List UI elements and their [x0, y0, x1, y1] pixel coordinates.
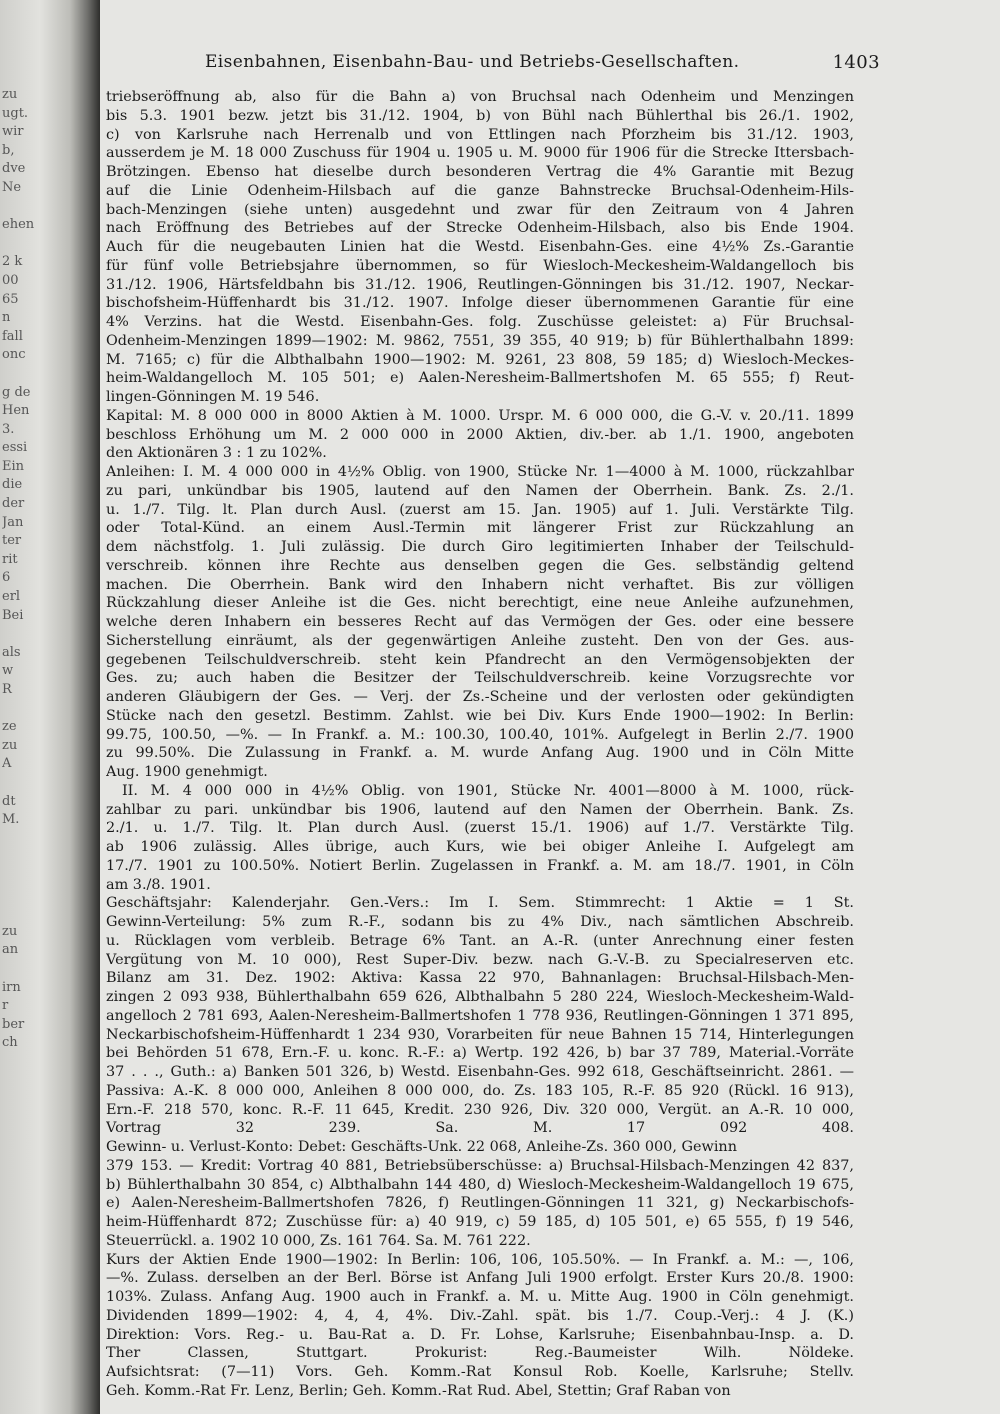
text-line: bis 5.3. 1901 bezw. jetzt bis 31./12. 1904, b) von Bühl nach Bühlerthal bis 26./1. 1902, — [106, 107, 854, 124]
text-line: bach-Menzingen (siehe unten) ausgedehnt und zwar für den Zeitraum von 4 Jahren — [106, 201, 854, 218]
text-line: Bilanz am 31. Dez. 1902: Aktiva: Kassa 22 970, Bahnanlagen: Bruchsal-Hilsbach-Men- — [106, 970, 854, 987]
text-line: 103%. Zulass. Anfang Aug. 1900 auch in Frankf. a. M. u. Mitte Aug. 1900 in Cöln genehmigt. — [106, 1289, 854, 1305]
text-line: Odenheim-Menzingen 1899—1902: M. 9862, 7551, 39 355, 40 919; b) für Bühlerthalbahn 1899: — [106, 332, 854, 349]
text-line: machen. Die Oberrhein. Bank wird den Inhabern nicht verhaftet. Bis zur völligen — [106, 576, 854, 593]
text-line: —%. Zulass. derselben an der Berl. Börse ist Anfang Juli 1900 erfolgt. Erster Kurs 20./8. 1900: — [106, 1270, 854, 1287]
text-line: welche deren Inhabern ein besseres Recht auf das Vermögen der Ges. oder eine bessere — [106, 614, 854, 630]
text-line: verschreib. können ihre Rechte aus denselben gegen die Ges. selbständig geltend — [106, 557, 854, 574]
text-line: Passiva: A.-K. 8 000 000, Anleihen 8 000 000, do. Zs. 183 105, R.-F. 85 920 (Rückl. 16 913), — [106, 1082, 854, 1099]
text-line: Aug. 1900 genehmigt. — [106, 764, 268, 780]
text-line: triebseröffnung ab, also für die Bahn a) von Bruchsal nach Odenheim und Menzingen — [106, 89, 854, 105]
text-line: 31./12. 1906, Härtsfeldbahn bis 31./12. 1906, Reutlingen-Gönningen bis 31./12. 1907, Neckar- — [106, 276, 854, 293]
text-line: Neckarbischofsheim-Hüffenhardt 1 234 930, Vorarbeiten für neue Bahnen 15 714, Hinterlegungen — [106, 1026, 854, 1043]
text-line: c) von Karlsruhe nach Herrenalb und von Ettlingen nach Pforzheim bis 31./12. 1903, — [106, 126, 854, 143]
text-line: 37 . . ., Guth.: a) Banken 501 326, b) Westd. Eisenbahn-Ges. 992 618, Geschäftseinricht. 2861. — — [106, 1064, 854, 1080]
text-line: u. Rücklagen vom verbleib. Betrage 6% Tant. an A.-R. (unter Anrechnung einer festen — [106, 932, 854, 949]
text-line: zu 99.50%. Die Zulassung in Frankf. a. M. wurde Anfang Aug. 1900 und in Cöln Mitte — [106, 745, 854, 762]
text-line: anderen Gläubigern der Ges. — Verj. der Zs.-Scheine und der verlosten oder gekündigten — [106, 689, 854, 705]
text-line: Stücke nach den gesetzl. Bestimm. Zahlst. wie bei Div. Kurs Ende 1900—1902: In Berlin: — [106, 707, 854, 724]
text-line: gegebenen Teilschuldverschreib. steht kein Pfandrecht an den Vermögensobjekten der — [106, 651, 854, 668]
text-line: Auch für die neugebauten Linien hat die Westd. Eisenbahn-Ges. eine 4½% Zs.-Garantie — [106, 239, 854, 255]
text-line: Rückzahlung dieser Anleihe ist die Ges. nicht berechtigt, eine neue Anleihe aufzunehmen, — [106, 595, 854, 612]
text-line: bei Behörden 51 678, Ern.-F. u. konc. R.-F.: a) Wertp. 192 426, b) bar 37 789, Material.-Vorräte — [106, 1045, 854, 1062]
text-line: Geschäftsjahr: Kalenderjahr. Gen.-Vers.: Im I. Sem. Stimmrecht: 1 Aktie = 1 St. — [106, 895, 854, 912]
text-line: Brötzingen. Ebenso hat dieselbe durch besonderen Vertrag die 4% Garantie mit Bezug — [106, 164, 854, 180]
text-line: heim-Hüffenhardt 872; Zuschüsse für: a) 40 919, c) 59 185, d) 105 501, e) 65 555, f) 19 546, — [106, 1214, 854, 1230]
text-line: Dividenden 1899—1902: 4, 4, 4, 4%. Div.-Zahl. spät. bis 1./7. Coup.-Verj.: 4 J. (K.) — [106, 1307, 854, 1324]
running-title: Eisenbahnen, Eisenbahn-Bau- und Betriebs-Gesellschaften. — [205, 52, 740, 72]
text-line: Vergütung von M. 10 000), Rest Super-Div. bezw. nach G.-V.-B. zu Specialreserven etc. — [106, 951, 854, 968]
body-text — [106, 88, 854, 1401]
text-line: 99.75, 100.50, —%. — In Frankf. a. M.: 100.30, 100.40, 101%. Aufgelegt in Berlin 2./7. 1900 — [106, 726, 854, 743]
text-line: M. 7165; c) für die Albthalbahn 1900—1902: M. 9261, 23 808, 59 185; d) Wiesloch-Meckes- — [106, 351, 854, 368]
text-line: Geh. Komm.-Rat Fr. Lenz, Berlin; Geh. Komm.-Rat Rud. Abel, Stettin; Graf Raban von — [106, 1382, 731, 1399]
text-line: Direktion: Vors. Reg.- u. Bau-Rat a. D. Fr. Lohse, Karlsruhe; Eisenbahnbau-Insp. a. D. — [106, 1326, 854, 1343]
text-line: zahlbar zu pari. unkündbar bis 1906, lautend auf den Namen der Oberrhein. Bank. Zs. — [106, 801, 854, 818]
text-line: Gewinn- u. Verlust-Konto: Debet: Geschäfts-Unk. 22 068, Anleihe-Zs. 360 000, Gewinn — [106, 1139, 737, 1155]
text-line: lingen-Gönningen M. 19 546. — [106, 389, 320, 405]
text-line: zingen 2 093 938, Bühlerthalbahn 659 626, Albthalbahn 5 280 224, Wiesloch-Meckesheim-Wald- — [106, 989, 854, 1005]
text-line: Kapital: M. 8 000 000 in 8000 Aktien à M. 1000. Urspr. M. 6 000 000, die G.-V. v. 20./11. 1899 — [106, 407, 854, 424]
page-number: 1403 — [832, 52, 880, 73]
text-line: zu pari, unkündbar bis 1905, lautend auf den Namen der Oberrhein. Bank. Zs. 2./1. — [106, 482, 854, 499]
text-line: auf die Linie Odenheim-Hilsbach auf die ganze Bahnstrecke Bruchsal-Odenheim-Hils- — [106, 182, 854, 199]
text-line: Aufsichtsrat: (7—11) Vors. Geh. Komm.-Rat Konsul Rob. Koelle, Karlsruhe; Stellv. — [106, 1364, 854, 1380]
text-line: Sicherstellung einräumt, als der gegenwärtigen Anleihe zusteht. Den von der Ges. aus- — [106, 632, 854, 649]
text-line: bischofsheim-Hüffenhardt bis 31./12. 1907. Infolge dieser übernommenen Garantie für eine — [106, 295, 854, 312]
text-line: Ern.-F. 218 570, konc. R.-F. 11 645, Kredit. 230 926, Div. 320 000, Vergüt. an A.-R. 10 000, — [106, 1101, 854, 1118]
text-line: ab 1906 zulässig. Alles übrige, auch Kurs, wie bei obiger Anleihe I. Aufgelegt am — [106, 839, 854, 855]
text-line: 2./1. u. 1./7. Tilg. lt. Plan durch Ausl. (zuerst 15./1. 1906) auf 1./7. Verstärkte Tilg. — [106, 820, 854, 837]
text-line: am 3./8. 1901. — [106, 876, 211, 893]
text-line: b) Bühlerthalbahn 30 854, c) Albthalbahn 144 480, d) Wiesloch-Meckesheim-Waldangelloch 19 675, — [106, 1176, 854, 1193]
facing-page-text: zu ugt. wir b, dve Ne ehen 2 k 00 65 n fall onc g de Hen 3. essi Ein die der Jan ter rit 6 erl Bei als w R ze zu A dt M. zu an irn r ber ch — [2, 87, 35, 1051]
text-line: 379 153. — Kredit: Vortrag 40 881, Betriebsüberschüsse: a) Bruchsal-Hilsbach-Menzingen 42 837, — [106, 1157, 854, 1174]
text-line: u. 1./7. Tilg. lt. Plan durch Ausl. (zuerst am 15. Jan. 1905) auf 1. Juli. Verstärkte Tilg. — [106, 501, 854, 518]
text-line: Gewinn-Verteilung: 5% zum R.-F., sodann bis zu 4% Div., nach sämtlichen Abschreib. — [106, 914, 854, 930]
text-line: heim-Waldangelloch M. 105 501; e) Aalen-Neresheim-Ballmertshofen M. 65 555; f) Reut- — [106, 370, 854, 387]
text-line: beschloss Erhöhung um M. 2 000 000 in 2000 Aktien, div.-ber. ab 1./1. 1900, angeboten — [106, 426, 854, 443]
text-line: Steuerrückl. a. 1902 10 000, Zs. 161 764. Sa. M. 761 222. — [106, 1232, 531, 1249]
text-line: dem nächstfolg. 1. Juli zulässig. Die durch Giro legitimierten Inhaber der Teilschuld- — [106, 539, 854, 555]
text-line: Kurs der Aktien Ende 1900—1902: In Berlin: 106, 106, 105.50%. — In Frankf. a. M.: —, 106, — [106, 1251, 854, 1268]
text-line: Vortrag 32 239. Sa. M. 17 092 408. — [106, 1120, 854, 1137]
text-line: Ther Classen, Stuttgart. Prokurist: Reg.-Baumeister Wilh. Nöldeke. — [106, 1345, 854, 1362]
facing-page-gutter — [0, 0, 100, 1414]
text-line: nach Eröffnung des Betriebes auf der Strecke Odenheim-Hilsbach, also bis Ende 1904. — [106, 220, 854, 237]
text-line: oder Total-Künd. an einem Ausl.-Termin mit längerer Frist zur Rückzahlung an — [106, 520, 854, 537]
text-line: für fünf volle Betriebsjahre übernommen, so für Wiesloch-Meckesheim-Waldangelloch bis — [106, 257, 854, 274]
page-header — [100, 48, 880, 76]
text-line: den Aktionären 3 : 1 zu 102%. — [106, 445, 327, 462]
text-line: Ges. zu; auch haben die Besitzer der Teilschuldverschreib. keine Vorzugsrechte vor — [106, 670, 854, 687]
text-line: 4% Verzins. hat die Westd. Eisenbahn-Ges. folg. Zuschüsse geleistet: a) Für Bruchsal- — [106, 314, 854, 330]
text-line: ausserdem je M. 18 000 Zuschuss für 1904 u. 1905 u. M. 9000 für 1906 für die Strecke Ittersbach- — [106, 145, 854, 162]
text-line: angelloch 2 781 693, Aalen-Neresheim-Ballmertshofen 1 778 936, Reutlingen-Gönningen 1 371 895, — [106, 1007, 854, 1024]
text-line: e) Aalen-Neresheim-Ballmertshofen 7826, f) Reutlingen-Gönningen 11 321, g) Neckarbischofs- — [106, 1195, 854, 1212]
text-line: Anleihen: I. M. 4 000 000 in 4½% Oblig. von 1900, Stücke Nr. 1—4000 à M. 1000, rückzahlbar — [106, 464, 854, 480]
text-line: II. M. 4 000 000 in 4½% Oblig. von 1901, Stücke Nr. 4001—8000 à M. 1000, rück- — [122, 782, 854, 799]
text-line: 17./7. 1901 zu 100.50%. Notiert Berlin. Zugelassen in Frankf. a. M. am 18./7. 1901, in Cöln — [106, 857, 854, 874]
